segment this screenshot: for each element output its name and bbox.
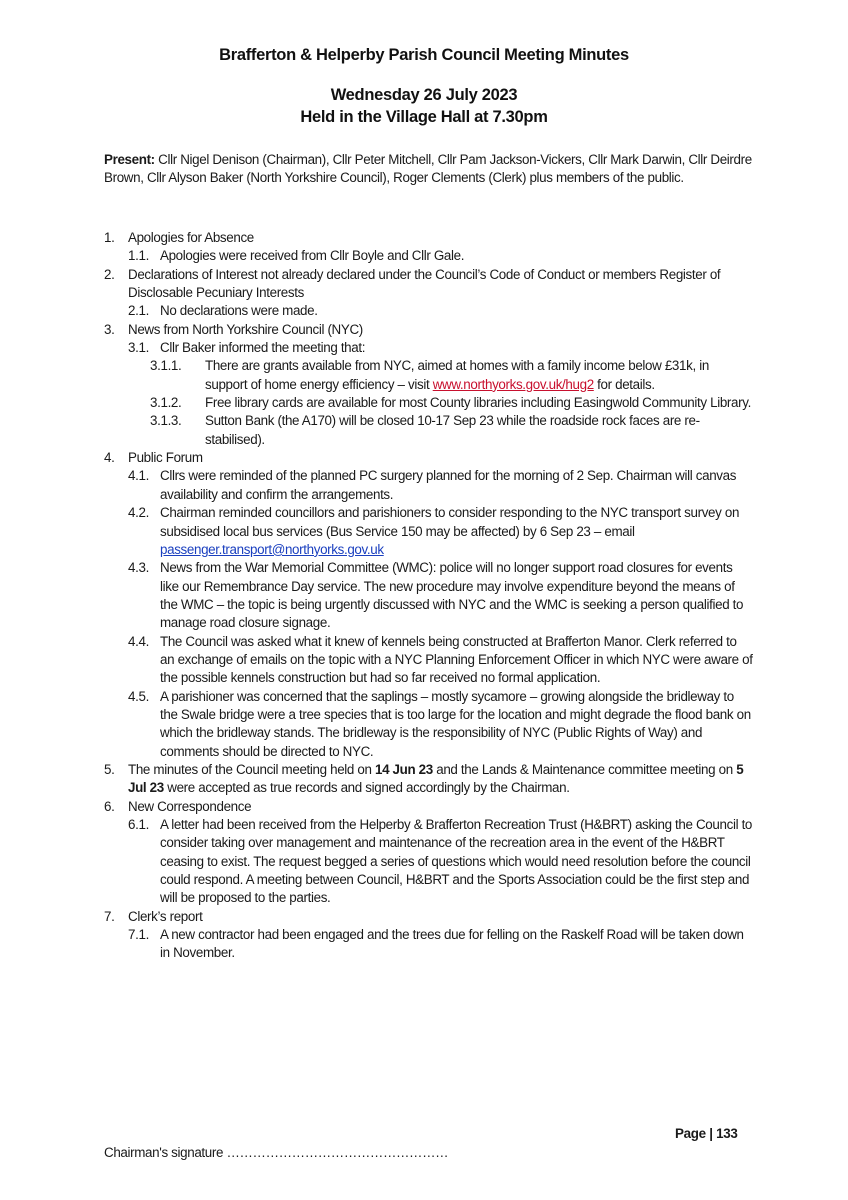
item-7-1: [104, 926, 754, 963]
chairman-signature-line: Chairman's signature ……………………………………………: [104, 1145, 449, 1160]
item-number: 3.1.3.: [150, 413, 182, 429]
item-number: 7.: [104, 908, 115, 924]
item-2-1: [104, 302, 754, 320]
date-emphasis: 5 Jul 23: [128, 761, 744, 796]
item-4-1: [104, 467, 754, 504]
item-heading: Clerk’s report: [128, 908, 203, 924]
item-2: [104, 266, 754, 303]
item-text: A new contractor had been engaged and the trees due for felling on the Raskelf Road will be taken down in November.: [160, 927, 744, 961]
item-number: 3.1.: [128, 340, 149, 356]
page-number: Page | 133: [675, 1126, 738, 1141]
item-3-1: [104, 339, 754, 357]
item-text: Free library cards are available for most County libraries including Easingwold Community Library.: [205, 395, 751, 411]
item-number: 2.: [104, 266, 115, 282]
item-3-1-3: [104, 412, 754, 449]
item-number: 6.1.: [128, 817, 149, 832]
item-text: There are grants available from NYC, aimed at homes with a family income below £31k, in support of home energy efficiency – visit: [205, 358, 709, 392]
item-number: 4.: [104, 450, 115, 466]
document-title: Brafferton & Helperby Parish Council Meeting Minutes: [219, 46, 629, 64]
item-text: Cllrs were reminded of the planned PC surgery planned for the morning of 2 Sep. Chairman will canvas availability and confirm the arrangements.: [160, 468, 737, 502]
item-text: No declarations were made.: [160, 303, 318, 319]
item-number: 3.: [104, 321, 115, 337]
item-number: 4.2.: [128, 505, 149, 521]
item-text: Cllr Baker informed the meeting that:: [160, 340, 366, 356]
item-number: 4.4.: [128, 633, 149, 649]
item-number: 2.1.: [128, 303, 149, 319]
item-heading: Apologies for Absence: [128, 230, 254, 245]
attendees-text: Cllr Nigel Denison (Chairman), Cllr Peter Mitchell, Cllr Pam Jackson-Vickers, Cllr Mark Darwin, Cllr Deirdre Brown, Cllr Alyson Baker (North Yorkshire Council), Roger Clements (Clerk) plus members of the public.: [104, 152, 752, 186]
item-heading: Declarations of Interest not already declared under the Council’s Code of Conduct or members Register of Disclosable Pecuniary Interests: [128, 266, 721, 301]
present-label: Present:: [104, 152, 155, 167]
item-3: [104, 321, 754, 339]
item-heading: Public Forum: [128, 450, 203, 466]
item-number: 5.: [104, 761, 115, 777]
item-number: 4.5.: [128, 688, 149, 704]
minutes-list: [104, 229, 754, 963]
item-4-2: [104, 504, 754, 559]
item-number: 7.1.: [128, 927, 149, 943]
item-number: 6.: [104, 798, 115, 814]
item-text: A letter had been received from the Helperby & Brafferton Recreation Trust (H&BRT) asking the Council to consider taking over management and maintenance of the recreation area in the event of the H&BRT ceasing to exist. The request begged a series of questions which would need resolution before the council could respond. A meeting between Council, H&BRT and the Sports Association could be the first step and will be proposed to the parties.: [160, 817, 753, 906]
item-3-1-1: [104, 357, 754, 394]
item-1-1: [104, 247, 754, 265]
item-text: were accepted as true records and signed accordingly by the Chairman.: [163, 780, 570, 796]
meeting-date: Wednesday 26 July 2023: [330, 86, 518, 104]
item-text: News from the War Memorial Committee (WMC): police will no longer support road closures for events like our Remembrance Day service. The new procedure may involve expenditure beyond the means of the WMC – the topic is being urgently discussed with NYC and the WMC is seeking a person qualified to manage road closure signage.: [160, 560, 744, 631]
item-heading: News from North Yorkshire Council (NYC): [128, 321, 363, 337]
item-4: [104, 449, 754, 467]
attendees-paragraph: [104, 151, 754, 188]
date-emphasis: 14 Jun 23: [374, 761, 433, 777]
hug2-link[interactable]: www.northyorks.gov.uk/hug2: [432, 376, 594, 392]
item-number: 3.1.2.: [150, 395, 182, 411]
item-6: [104, 798, 754, 816]
item-heading: New Correspondence: [128, 798, 252, 814]
item-text: Chairman reminded councillors and parishioners to consider responding to the NYC transport survey on subsidised local bus services (Bus Service 150 may be affected) by 6 Sep 23 – email: [160, 505, 740, 539]
item-3-1-2: [104, 394, 754, 412]
item-text: Apologies were received from Cllr Boyle and Cllr Gale.: [160, 248, 465, 264]
item-4-5: [104, 688, 754, 761]
item-4-3: [104, 559, 754, 632]
item-text-after: for details.: [593, 376, 655, 392]
item-text: and the Lands & Maintenance committee meeting on: [432, 761, 737, 777]
item-4-4: [104, 633, 754, 688]
item-text: The Council was asked what it knew of kennels being constructed at Brafferton Manor. Clerk referred to an exchange of emails on the topic with a NYC Planning Enforcement Officer in which NYC were aware of the possible kennels construction but had so far received no formal application.: [160, 633, 753, 686]
item-text: The minutes of the Council meeting held on: [128, 761, 375, 777]
email-link[interactable]: passenger.transport@northyorks.gov.uk: [160, 541, 384, 557]
item-text: A parishioner was concerned that the saplings – mostly sycamore – growing alongside the bridleway to the Swale bridge were a tree species that is too large for the location and might degrade the flood bank on which the bridleway stands. The bridleway is the responsibility of NYC (Public Rights of Way) and comments should be directed to NYC.: [160, 688, 751, 759]
meeting-venue: Held in the Village Hall at 7.30pm: [300, 108, 548, 126]
item-1: [104, 229, 754, 247]
item-number: 4.3.: [128, 560, 149, 576]
item-6-1: [104, 816, 754, 908]
item-number: 1.1.: [128, 248, 149, 264]
item-7: [104, 908, 754, 926]
item-text: Sutton Bank (the A170) will be closed 10-17 Sep 23 while the roadside rock faces are re-stabilised).: [205, 413, 700, 447]
item-number: 3.1.1.: [150, 358, 182, 374]
item-5: [104, 761, 754, 798]
item-number: 1.: [104, 230, 115, 245]
item-number: 4.1.: [128, 468, 149, 484]
